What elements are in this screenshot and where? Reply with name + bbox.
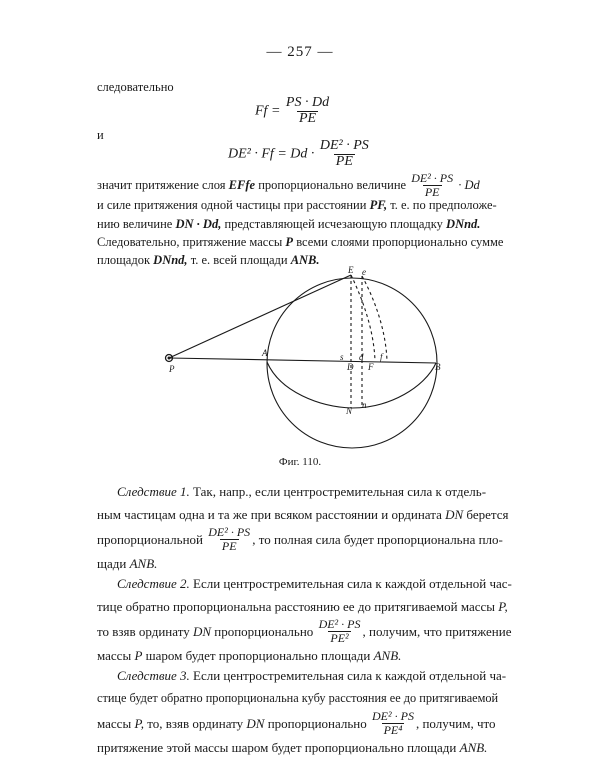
line3-b: DN · Dd, — [175, 217, 222, 231]
c2-l4a: массы — [97, 648, 132, 663]
c3-numerator: DE² · PS — [372, 708, 414, 723]
c2-l4c: шаром будет пропорционально площади — [145, 648, 371, 663]
c2-l1: Если центростремительная сила к каждой отдельной час- — [193, 576, 512, 591]
c3-fraction — [370, 710, 416, 736]
c1-l3a: пропорциональной — [97, 531, 203, 547]
c3-denominator: PE⁴ — [383, 722, 403, 737]
c3-l3e: пропорционально — [267, 715, 367, 731]
c3-l1: Если центростремительная сила к каждой отдельной ча- — [193, 668, 507, 683]
axis-pb — [169, 358, 436, 363]
c1-l1: Так, напр., если центростремительная сила к отдель- — [193, 484, 487, 499]
line1-a: значит притяжение слоя — [97, 177, 226, 192]
line2-a: и силе притяжения одной частицы при расстоянии — [97, 198, 367, 212]
c2-numerator: DE² · PS — [318, 616, 361, 631]
eq2-equals: = — [277, 146, 287, 162]
c3-title: Следствие 3. — [117, 668, 190, 683]
line1-denominator: PE — [424, 184, 440, 199]
eq2-mid: Dd · — [290, 146, 315, 162]
text-line-3 — [97, 217, 517, 232]
label-f-upper: F — [368, 362, 374, 372]
dashed-arc-ef-small — [362, 276, 387, 361]
c2-title: Следствие 2. — [117, 576, 190, 591]
line1-fraction — [409, 172, 455, 198]
line1-d: · Dd — [458, 177, 480, 192]
label-e: E — [348, 265, 354, 275]
label-a: A — [262, 348, 268, 358]
c1-title: Следствие 1. — [117, 484, 190, 499]
text-line-1 — [97, 170, 517, 200]
c3-l4b: ANB. — [459, 740, 488, 755]
intro-word: следовательно — [97, 80, 174, 94]
line2-c: т. е. по предположе- — [390, 198, 497, 212]
c1-l4a: щади — [97, 556, 127, 571]
line4-c: всеми слоями пропорционально сумме — [296, 235, 504, 249]
c2-l3b: DN — [192, 623, 212, 639]
eq1-equals: = — [270, 103, 281, 119]
line4-a: Следовательно, притяжение массы — [97, 235, 283, 249]
c3-l3c: то, взяв ординату — [147, 715, 244, 731]
c1-numerator: DE² · PS — [208, 524, 251, 539]
c1-l4b: ANB. — [129, 556, 158, 571]
eq2-lhs: DE² · Ff — [228, 146, 274, 162]
line4-b: P — [285, 235, 294, 249]
line5-c: т. е. всей площади — [190, 253, 288, 267]
line2-b: PF, — [369, 198, 388, 212]
c2-l4d: ANB. — [373, 648, 402, 663]
line5-a: площадок — [97, 253, 151, 267]
line1-numerator: DE² · PS — [411, 170, 454, 185]
c3-l4a: притяжение этой массы шаром будет пропорционально площади — [97, 740, 457, 755]
c3-l3d: DN — [246, 715, 265, 731]
c1-l2a: ным частицам одна и та же при всяком расстоянии и ордината — [97, 507, 442, 522]
line5-b: DNnd, — [153, 253, 188, 267]
line-pe — [169, 275, 351, 358]
c2-l3c: пропорционально — [214, 623, 314, 639]
eq2-numerator: DE² · PS — [319, 138, 369, 153]
equation-2 — [228, 139, 371, 169]
figure-caption: Фиг. 110. — [278, 456, 322, 468]
corollary-3 — [97, 664, 517, 759]
c2-fraction — [317, 618, 363, 644]
label-p: P — [169, 364, 175, 374]
c2-denominator: PE² — [330, 630, 349, 645]
c2-l2b: P, — [498, 599, 508, 614]
line1-c: пропорционально величине — [258, 177, 407, 192]
c2-l3a: то взяв ординату — [97, 623, 190, 639]
point-p-dot — [168, 357, 171, 360]
c3-l3a: массы — [97, 715, 132, 731]
c2-l4b: P — [134, 648, 143, 663]
label-d-upper: D — [347, 362, 354, 372]
c1-l2c: берется — [466, 507, 509, 522]
c3-l3f: , получим, что — [415, 715, 496, 731]
label-n-small: n — [362, 400, 367, 410]
c2-l3d: , получим, что притяжение — [362, 623, 512, 639]
line3-a: нию величине — [97, 217, 173, 231]
text-line-2 — [97, 198, 517, 213]
label-f-small: f — [380, 352, 383, 362]
line3-d: DNnd. — [446, 217, 481, 231]
eq2-fraction — [318, 139, 371, 169]
line1-b: EFfe — [228, 177, 256, 192]
label-s: s — [340, 352, 344, 362]
label-d-small: d — [359, 352, 364, 362]
c1-fraction — [206, 526, 252, 552]
eq1-denominator: PE — [298, 110, 317, 126]
equation-1 — [255, 96, 331, 126]
corollary-1 — [97, 480, 517, 575]
eq1-fraction — [284, 96, 331, 126]
label-e-small: e — [362, 267, 366, 277]
line3-c: представляющей исчезающую площадку — [224, 217, 443, 231]
c1-denominator: PE — [221, 538, 237, 553]
c1-l3b: , то полная сила будет пропорциональна пло- — [252, 531, 503, 547]
dashed-arc-ef — [351, 275, 375, 361]
text-line-4 — [97, 235, 517, 250]
corollary-2 — [97, 572, 517, 667]
eq2-denominator: PE — [335, 153, 353, 169]
line5-d: ANB. — [290, 253, 320, 267]
c3-l3b: P, — [134, 715, 144, 731]
c2-l2a: тице обратно пропорциональна расстоянию ее до притягиваемой массы — [97, 599, 496, 614]
c3-l2: стице будет обратно пропорциональна кубу расстояния ее до притягиваемой — [97, 691, 499, 705]
label-b: B — [435, 362, 441, 372]
and-word: и — [97, 128, 104, 142]
c1-l2b: DN — [445, 507, 464, 522]
eq1-numerator: PS · Dd — [285, 95, 330, 110]
figure-110 — [150, 262, 510, 452]
label-n-upper: N — [346, 406, 353, 416]
eq1-lhs: Ff — [255, 103, 268, 119]
page-number: — 257 — — [266, 44, 334, 60]
